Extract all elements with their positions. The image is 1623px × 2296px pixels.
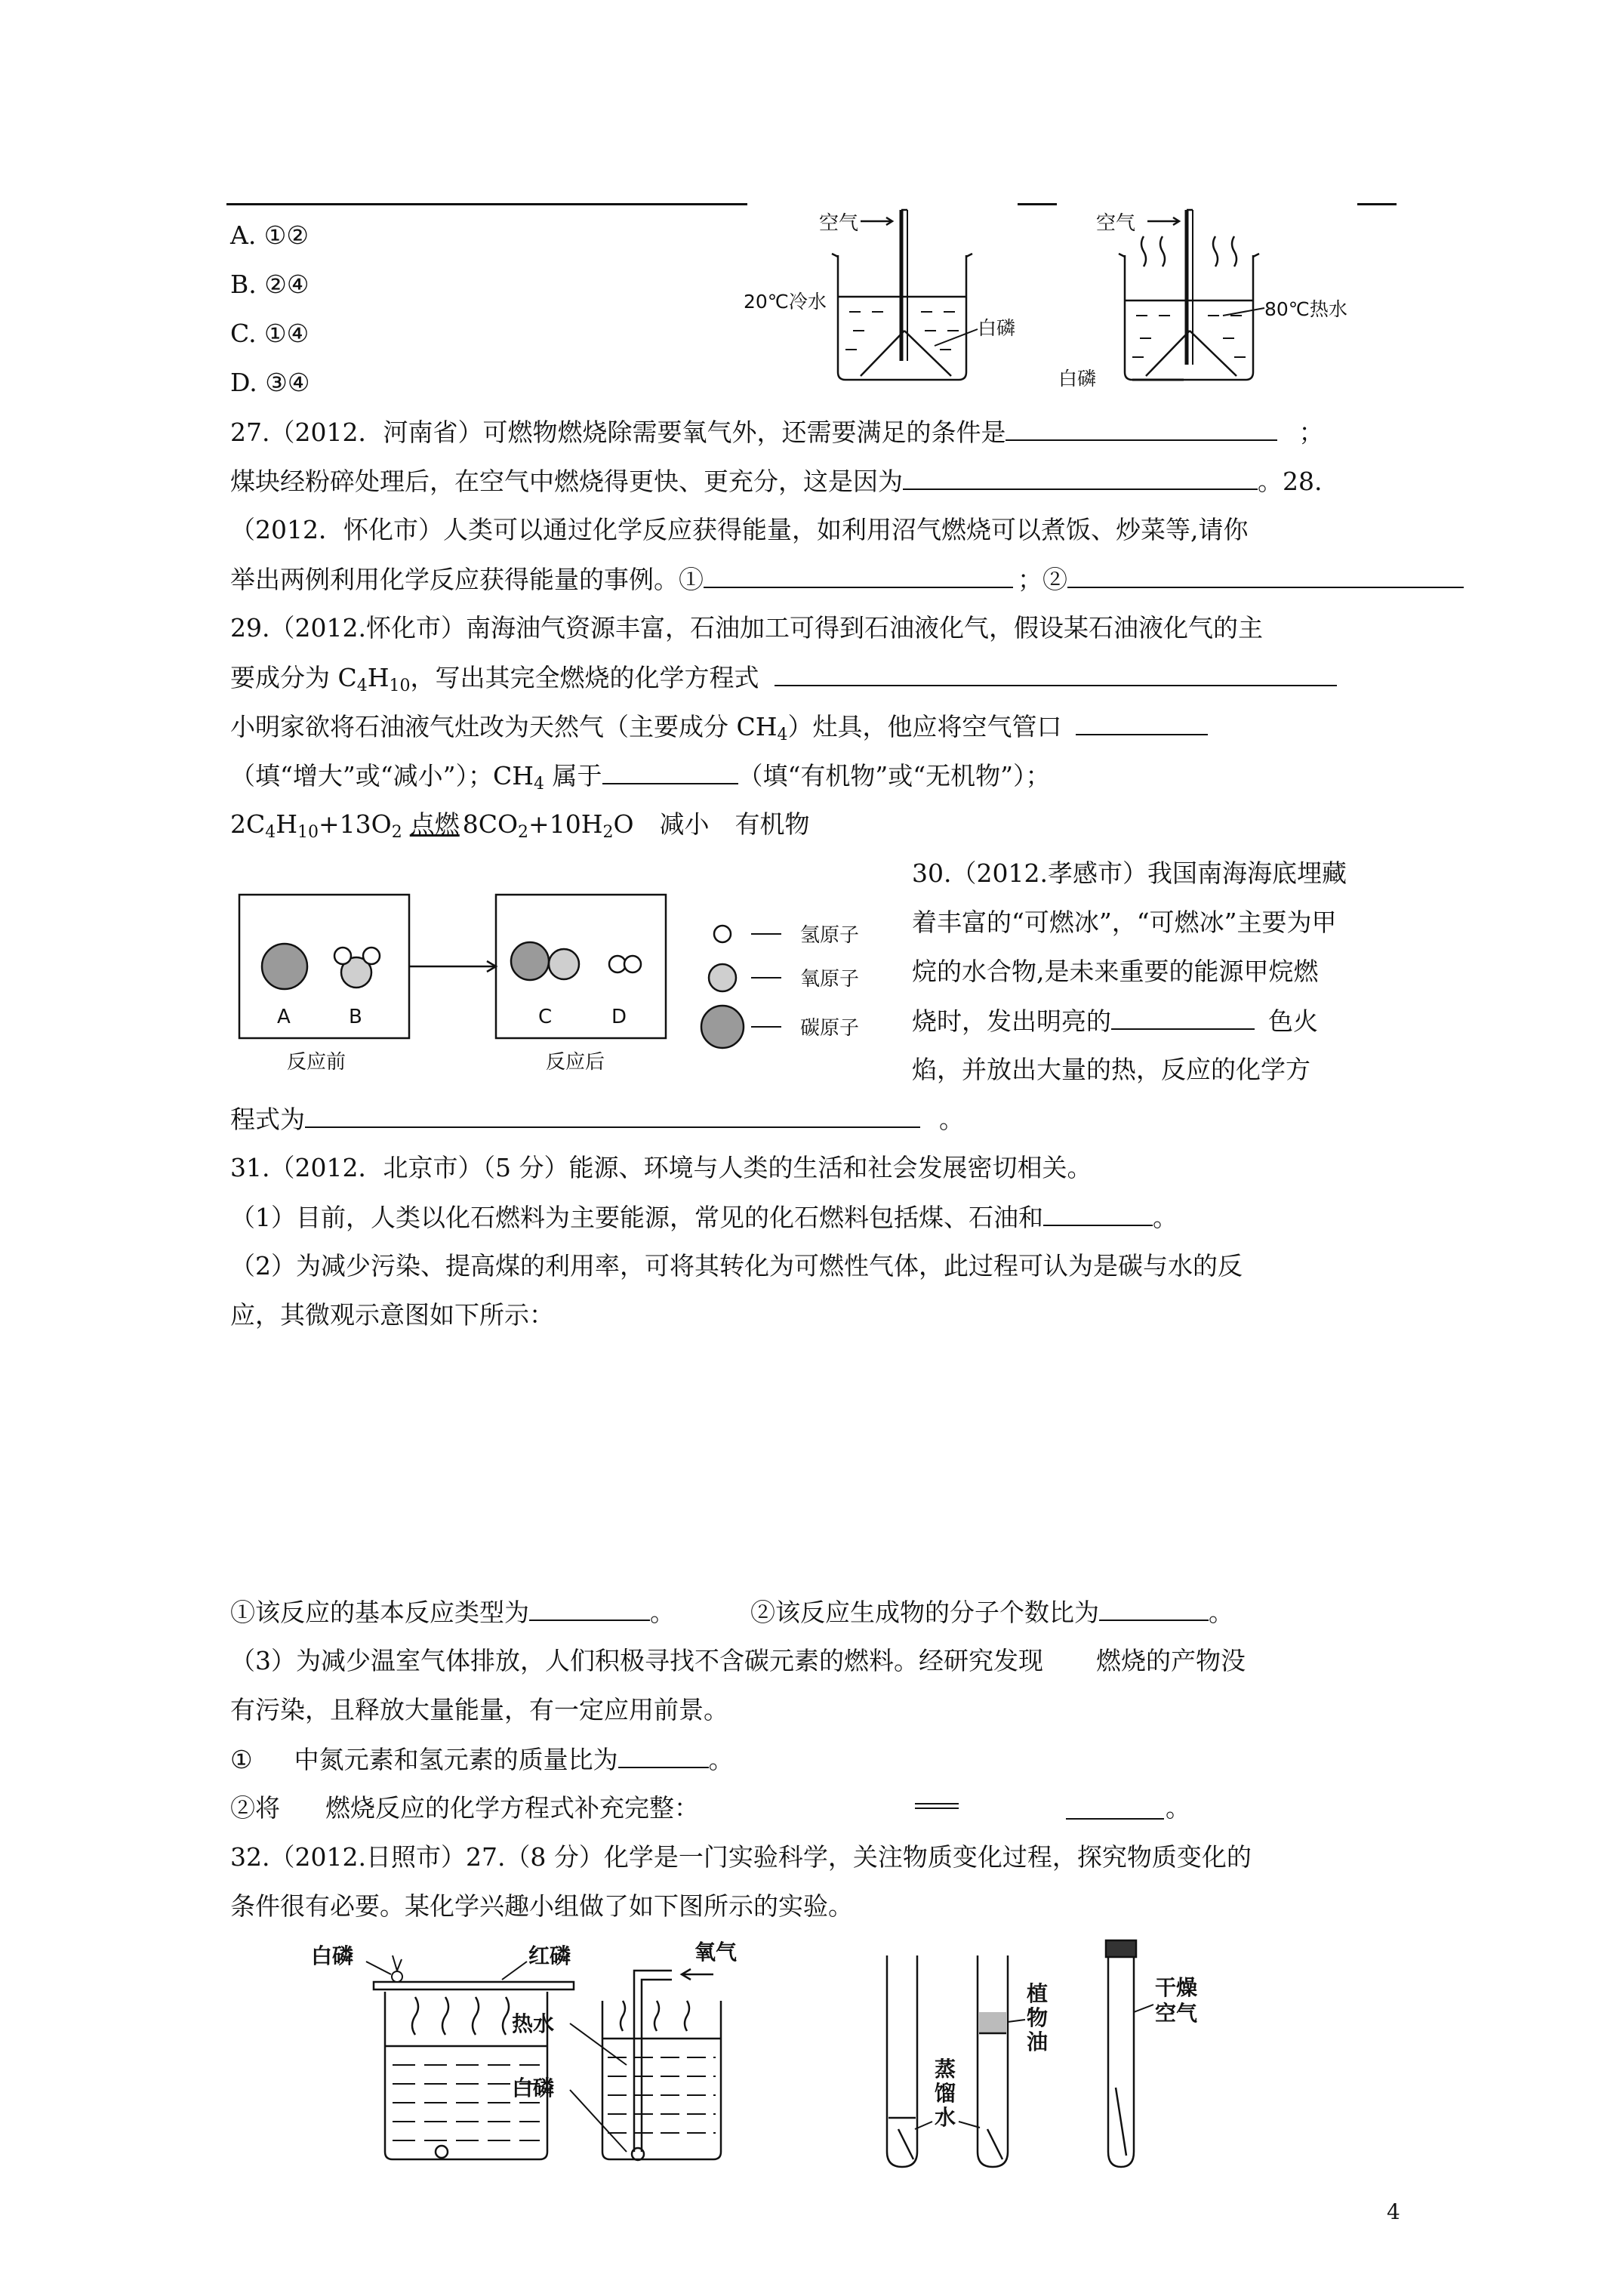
white-phosphorus-label-right: 白磷 [1058,368,1097,390]
q29-line4-sub: 4 [534,775,545,794]
q29-line2-sub2: 10 [389,676,411,695]
cold-water-beaker [832,210,978,380]
q29-line3-b: ）灶具，他应将空气管口 [787,712,1062,741]
q31-line6 [230,1646,1246,1676]
white-phosphorus-label-left: 白磷 [978,317,1016,339]
q29-line3 [230,711,1208,750]
hydrogen-atom-b1 [334,948,351,964]
q28-line2 [230,564,1464,595]
q29-line3-sub: 4 [777,726,788,744]
copper-plate [374,1982,574,1989]
legend-oxygen-atom [709,964,736,991]
test-tube-1 [887,1955,917,2167]
q27-blank-2[interactable] [903,466,1258,490]
option-d: D. ③④ [230,368,310,397]
q27-text: 27.（2012．河南省）可燃物燃烧除需要氧气外，还需要满足的条件是 [230,418,1006,447]
q31-line9 [230,1793,699,1823]
q31-line1: 31.（2012．北京市）（5 分）能源、环境与人类的生活和社会发展密切相关。 [230,1153,1092,1182]
q31-line8-b: 中氮元素和氢元素的质量比为 [294,1745,618,1774]
q27-line2-text: 煤块经粉碎处理后，在空气中燃烧得更快、更充分，这是因为 [230,467,903,496]
white-phosphorus-top-label: 白磷 [311,1943,354,1968]
top-answer-line [226,203,747,205]
q31-blank-mass-ratio[interactable] [618,1744,709,1768]
label-a: A [277,1006,291,1028]
q29-answer [230,809,810,848]
q29-line3-a: 小明家欲将石油液气灶改为天然气（主要成分 CH [230,712,778,741]
q29-ans-cond: 点燃 [409,809,460,839]
q29-line2-c: ，写出其完全燃烧的化学方程式 [410,663,759,692]
q29-line2-sub1: 4 [356,676,368,695]
q29-line2-b: H [367,663,390,692]
white-phosphorus-beakers-figure [732,195,1427,399]
hydrogen-atom-b2 [363,948,380,964]
q31-line8 [230,1744,734,1775]
q31-line5-d: 。 [1209,1598,1233,1627]
oxygen-label: 氧气 [694,1940,738,1965]
q31-line2 [230,1202,1178,1233]
carbon-atom-c [511,942,549,980]
q29-line4-b: 属于 [544,761,602,791]
q29-ans-e: +10H [528,809,603,839]
q29-ans-a: 2C [230,809,266,839]
q30-line2: 着丰富的“可燃冰”，“可燃冰”主要为甲 [912,908,1337,937]
q29-ans-f: O [613,809,634,839]
q31-line9-a: ②将 [230,1793,280,1823]
label-c: C [538,1006,553,1028]
q29-ans-s3: 2 [391,823,402,842]
q29-ans-s4: 2 [518,823,529,842]
q29-ans-c: +13O [319,809,392,839]
distilled-water-label-3: 水 [935,2105,956,2130]
q31-blank-fuel[interactable] [1043,1202,1153,1226]
q30-line1: 30.（2012.孝感市）我国南海海底埋藏 [912,858,1347,888]
option-a: A. ①② [230,220,309,250]
q27-line2 [230,466,1322,497]
q29-ans-s5: 2 [602,823,614,842]
q29-blank-equation[interactable] [775,662,1337,686]
q30-line3: 烷的水合物,是未来重要的能源甲烷燃 [912,957,1319,986]
q31-blank-product[interactable] [1066,1818,1164,1820]
q31-line7: 有污染，且释放大量能量，有一定应用前景。 [230,1695,728,1724]
hot-water-beaker [1119,210,1264,380]
q27-line1 [230,417,1323,448]
q31-line5-b: 。 [650,1598,675,1627]
q30-line6 [230,1104,964,1135]
q27-line2-end: 。28. [1258,467,1323,496]
air-label-left: 空气 [819,212,859,235]
label-b: B [349,1006,362,1028]
hot-water-label: 热水 [512,2011,555,2036]
q29-ans-d: 8CO [462,809,519,839]
q30-line5: 焰，并放出大量的热，反应的化学方 [912,1055,1310,1084]
option-b: B. ②④ [230,270,310,299]
q27-blank-1[interactable] [1006,417,1277,441]
q31-line5-a: ①该反应的基本反应类型为 [230,1598,529,1627]
q31-line9-b: 燃烧反应的化学方程式补充完整： [325,1793,699,1823]
air-label-right: 空气 [1096,212,1136,235]
hydrogen-atom-d1 [609,956,626,972]
beaker-2 [602,1971,721,2160]
q30-line4-a: 烧时，发出明亮的 [912,1006,1111,1036]
q29-line2 [230,662,1337,701]
q31-line6-b: 燃烧的产物没 [1096,1646,1246,1675]
legend-hydrogen-label: 氢原子 [800,924,860,947]
combustion-experiment-figure [302,1925,1321,2182]
q31-line5 [230,1597,1233,1628]
q31-blank-type[interactable] [529,1597,650,1621]
q27-end: ； [1298,418,1324,447]
oxygen-atom-c [549,949,579,979]
veg-oil-label-2: 物 [1027,2005,1049,2030]
q29-ans-b: H [276,809,298,839]
q29-ans-h: 有机物 [735,809,810,839]
q31-line9-end: 。 [1166,1793,1190,1823]
legend-carbon-label: 碳原子 [800,1017,860,1040]
q30-line6-a: 程式为 [230,1105,305,1134]
q29-blank-air[interactable] [1076,711,1208,735]
q28-line2-mid: ；② [1018,565,1067,594]
test-tube-3 [1106,1940,1136,2167]
legend-carbon-atom [701,1006,744,1048]
q31-line5-c: ②该反应生成物的分子个数比为 [750,1598,1099,1627]
q31-blank-ratio[interactable] [1099,1597,1209,1621]
veg-oil-label-1: 植 [1027,1981,1049,2006]
q31-line3: （2）为减少污染、提高煤的利用率，可将其转化为可燃性气体，此过程可认为是碳与水的反 [230,1251,1243,1281]
q30-line4 [912,1006,1318,1037]
q29-ans-s2: 10 [297,823,319,842]
q30-line6-b: 。 [939,1105,964,1134]
q31-line8-a: ① [230,1745,253,1774]
before-label: 反应前 [287,1051,346,1074]
q29-line2-a: 要成分为 C [230,663,357,692]
veg-oil-label-3: 油 [1027,2029,1049,2054]
q29-ans-s1: 4 [265,823,276,842]
q28-blank-1[interactable] [704,564,1013,588]
q31-equals-sign [915,1803,959,1809]
test-tube-2 [978,1955,1008,2167]
q32-line2: 条件很有必要。某化学兴趣小组做了如下图所示的实验。 [230,1891,853,1921]
q32-line1: 32.（2012.日照市）27.（8 分）化学是一门实验科学，关注物质变化过程，探究物质变化的 [230,1842,1252,1872]
q31-line2-a: （1）目前，人类以化石燃料为主要能源，常见的化石燃料包括煤、石油和 [230,1203,1043,1232]
dry-air-label-2: 空气 [1155,2001,1198,2026]
legend-oxygen-label: 氧原子 [800,968,860,991]
q31-line6-a: （3）为减少温室气体排放，人们积极寻找不含碳元素的燃料。经研究发现 [230,1646,1043,1675]
q30-blank-color[interactable] [1111,1006,1255,1030]
hydrogen-atom-d2 [624,956,641,972]
q30-line4-b: 色火 [1268,1006,1318,1036]
page-number: 4 [1387,2199,1400,2224]
distilled-water-label-2: 馏 [935,2081,956,2106]
after-label: 反应后 [546,1051,605,1074]
q29-line4-c: （填“有机物”或“无机物”）； [738,761,1051,791]
dry-air-label-1: 干燥 [1155,1975,1198,2000]
q29-blank-type[interactable] [602,760,738,784]
label-d: D [611,1006,627,1028]
red-phosphorus-label: 红磷 [528,1943,571,1968]
hot-water-label: 80℃热水 [1264,298,1347,320]
distilled-water-label-1: 蒸 [935,2057,956,2082]
q29-line1: 29.（2012.怀化市）南海油气资源丰富，石油加工可得到石油液化气，假设某石油液化气的主 [230,613,1263,643]
q28-line1: （2012．怀化市）人类可以通过化学反应获得能量，如利用沼气燃烧可以煮饭、炒菜等,请你 [230,515,1249,544]
q31-line8-c: 。 [708,1745,734,1774]
q28-blank-2[interactable] [1067,564,1464,588]
legend-hydrogen-atom [714,926,731,942]
q29-line4-a: （填“增大”或“减小”）；CH [230,761,534,791]
carbon-atom-a [262,944,307,989]
q29-line4 [230,760,1051,800]
q29-ans-g: 减小 [659,809,710,839]
q30-blank-equation[interactable] [305,1104,920,1128]
q31-line2-b: 。 [1153,1203,1178,1232]
molecule-reaction-figure [230,880,895,1076]
option-c: C. ①④ [230,319,310,348]
q31-line4: 应，其微观示意图如下所示： [230,1300,554,1330]
q28-line2-text: 举出两例利用化学反应获得能量的事例。① [230,565,704,594]
cold-water-label: 20℃冷水 [744,291,827,313]
white-phosphorus-bottom-label: 白磷 [512,2076,555,2100]
